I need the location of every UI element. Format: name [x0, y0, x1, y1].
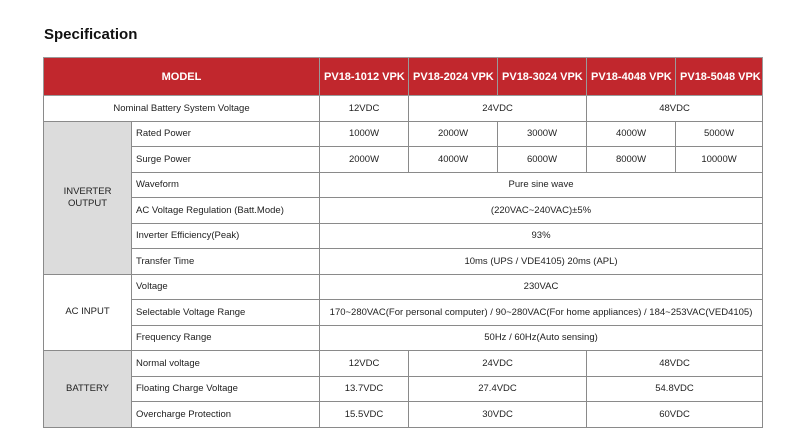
model-column-4: PV18-4048 VPK [587, 58, 676, 96]
table-cell: 27.4VDC [409, 376, 587, 402]
table-cell: 54.8VDC [587, 376, 763, 402]
table-cell: 2000W [320, 147, 409, 173]
model-header: MODEL [44, 58, 320, 96]
table-cell: 230VAC [320, 274, 763, 300]
table-cell: 15.5VDC [320, 402, 409, 428]
table-cell: 12VDC [320, 96, 409, 122]
row-label: Waveform [132, 172, 320, 198]
category-ac-input: AC INPUT [44, 274, 132, 351]
table-cell: 12VDC [320, 351, 409, 377]
table-row-waveform [44, 172, 763, 198]
row-label: Normal voltage [132, 351, 320, 377]
header-row [44, 58, 763, 96]
table-cell: 50Hz / 60Hz(Auto sensing) [320, 325, 763, 351]
category-battery: BATTERY [44, 351, 132, 428]
row-label: Overcharge Protection [132, 402, 320, 428]
table-cell: 170~280VAC(For personal computer) / 90~280VAC(For home appliances) / 184~253VAC(VED4105) [320, 300, 763, 326]
table-cell: 30VDC [409, 402, 587, 428]
table-cell: 4000W [587, 121, 676, 147]
table-cell: 5000W [676, 121, 763, 147]
table-cell: (220VAC~240VAC)±5% [320, 198, 763, 224]
model-column-1: PV18-1012 VPK [320, 58, 409, 96]
table-row-ac-voltage [44, 274, 763, 300]
specification-table [43, 57, 763, 428]
table-row-frequency [44, 325, 763, 351]
model-column-2: PV18-2024 VPK [409, 58, 498, 96]
table-row-efficiency [44, 223, 763, 249]
table-cell: Pure sine wave [320, 172, 763, 198]
category-inverter-output [44, 121, 132, 274]
row-label: Nominal Battery System Voltage [44, 96, 320, 122]
table-row-transfer-time [44, 249, 763, 275]
row-label: Rated Power [132, 121, 320, 147]
model-column-3: PV18-3024 VPK [498, 58, 587, 96]
model-column-5: PV18-5048 VPK [676, 58, 763, 96]
row-label: Inverter Efficiency(Peak) [132, 223, 320, 249]
table-cell: 10ms (UPS / VDE4105) 20ms (APL) [320, 249, 763, 275]
table-cell: 8000W [587, 147, 676, 173]
table-row-overcharge [44, 402, 763, 428]
table-row-rated-power [44, 121, 763, 147]
table-row-normal-voltage [44, 351, 763, 377]
page-title: Specification [44, 26, 138, 43]
table-cell: 3000W [498, 121, 587, 147]
row-label: Frequency Range [132, 325, 320, 351]
row-label: Surge Power [132, 147, 320, 173]
table-cell: 4000W [409, 147, 498, 173]
table-cell: 13.7VDC [320, 376, 409, 402]
table-row-selectable-range [44, 300, 763, 326]
table-row-floating-charge [44, 376, 763, 402]
table-cell: 6000W [498, 147, 587, 173]
table-row-surge-power [44, 147, 763, 173]
table-cell: 48VDC [587, 96, 763, 122]
table-cell: 24VDC [409, 96, 587, 122]
table-row-ac-regulation [44, 198, 763, 224]
row-label: Floating Charge Voltage [132, 376, 320, 402]
table-cell: 93% [320, 223, 763, 249]
row-label: Voltage [132, 274, 320, 300]
row-label: Selectable Voltage Range [132, 300, 320, 326]
table-cell: 1000W [320, 121, 409, 147]
table-cell: 10000W [676, 147, 763, 173]
row-label: AC Voltage Regulation (Batt.Mode) [132, 198, 320, 224]
category-label: INVERTER [63, 185, 112, 197]
table-cell: 48VDC [587, 351, 763, 377]
table-cell: 60VDC [587, 402, 763, 428]
table-cell: 24VDC [409, 351, 587, 377]
table-cell: 2000W [409, 121, 498, 147]
category-label: OUTPUT [67, 197, 108, 209]
row-label: Transfer Time [132, 249, 320, 275]
table-row-nominal-voltage [44, 96, 763, 122]
